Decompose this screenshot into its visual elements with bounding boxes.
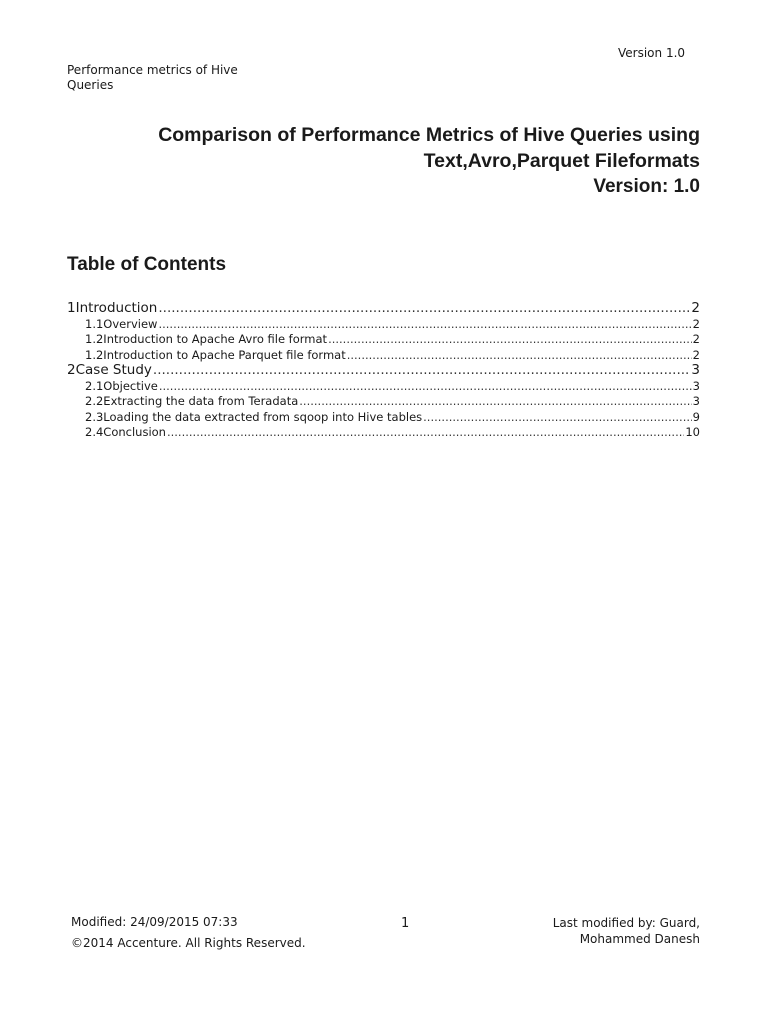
toc-entry-label: Introduction to Apache Avro file format (103, 332, 328, 346)
toc-entry-number: 2.3 (85, 409, 104, 424)
toc-entry-number: 2.1 (85, 378, 104, 393)
toc-entry-number: 2 (67, 362, 76, 378)
toc-entry-avro[interactable] (67, 332, 700, 348)
toc-leader-dots (158, 301, 690, 317)
toc-entry-number: 1.2 (85, 332, 104, 346)
table-of-contents (67, 301, 700, 441)
document-title-line-2: Text,Avro,Parquet Fileformats (423, 150, 700, 172)
footer-copyright: ©2014 Accenture. All Rights Reserved. (71, 936, 306, 950)
toc-entry-label: Overview (103, 316, 158, 331)
header-title: Performance metrics of Hive Queries (67, 63, 238, 92)
toc-leader-dots (423, 410, 692, 426)
toc-entry-number: 1.2 (85, 347, 104, 362)
toc-entry-label: Loading the data extracted from sqoop into Hive tables (103, 409, 423, 424)
header-version: Version 1.0 (618, 46, 686, 60)
toc-entry-extracting-data[interactable] (67, 394, 700, 410)
toc-leader-dots (153, 363, 691, 379)
toc-entry-page: 3 (691, 362, 700, 378)
toc-entry-loading-data[interactable] (67, 410, 700, 426)
toc-entry-page: 3 (692, 394, 700, 408)
toc-entry-objective[interactable] (67, 379, 700, 395)
toc-entry-label: Extracting the data from Teradata (103, 394, 299, 408)
toc-entry-number: 1 (67, 300, 76, 316)
toc-leader-dots (159, 379, 692, 395)
toc-leader-dots (328, 332, 692, 348)
toc-entry-label: Conclusion (103, 425, 166, 439)
toc-leader-dots (158, 317, 691, 333)
toc-entry-introduction[interactable] (67, 301, 700, 317)
toc-entry-page: 2 (692, 332, 700, 346)
document-title (100, 122, 700, 174)
toc-entry-number: 2.2 (85, 394, 104, 408)
toc-entry-label: Case Study (75, 362, 152, 378)
toc-entry-parquet[interactable] (67, 348, 700, 364)
footer-last-modified-line-1: Last modified by: Guard, (552, 916, 700, 930)
toc-leader-dots (299, 394, 691, 410)
document-title-line-1: Comparison of Performance Metrics of Hive Queries using (158, 124, 700, 146)
toc-entry-number: 1.1 (85, 316, 104, 331)
footer-page-number: 1 (401, 916, 410, 931)
toc-entry-page: 9 (692, 409, 700, 424)
toc-entry-page: 2 (692, 316, 700, 331)
toc-heading: Table of Contents (67, 254, 227, 275)
toc-entry-page: 10 (685, 425, 700, 439)
toc-entry-page: 3 (692, 378, 700, 393)
toc-leader-dots (347, 348, 692, 364)
toc-entry-label: Introduction to Apache Parquet file format (103, 347, 346, 362)
footer-modified-date: Modified: 24/09/2015 07:33 (71, 915, 238, 929)
toc-entry-label: Objective (103, 378, 158, 393)
footer-last-modified-line-2: Mohammed Danesh (579, 932, 700, 946)
toc-entry-case-study[interactable] (67, 363, 700, 379)
toc-leader-dots (167, 425, 684, 441)
toc-entry-label: Introduction (75, 300, 158, 316)
toc-entry-page: 2 (692, 347, 700, 362)
toc-entry-overview[interactable] (67, 317, 700, 333)
document-version: Version: 1.0 (593, 176, 700, 197)
toc-entry-page: 2 (691, 300, 700, 316)
footer-last-modified (500, 915, 700, 947)
toc-entry-conclusion[interactable] (67, 425, 700, 441)
toc-entry-number: 2.4 (85, 425, 104, 439)
